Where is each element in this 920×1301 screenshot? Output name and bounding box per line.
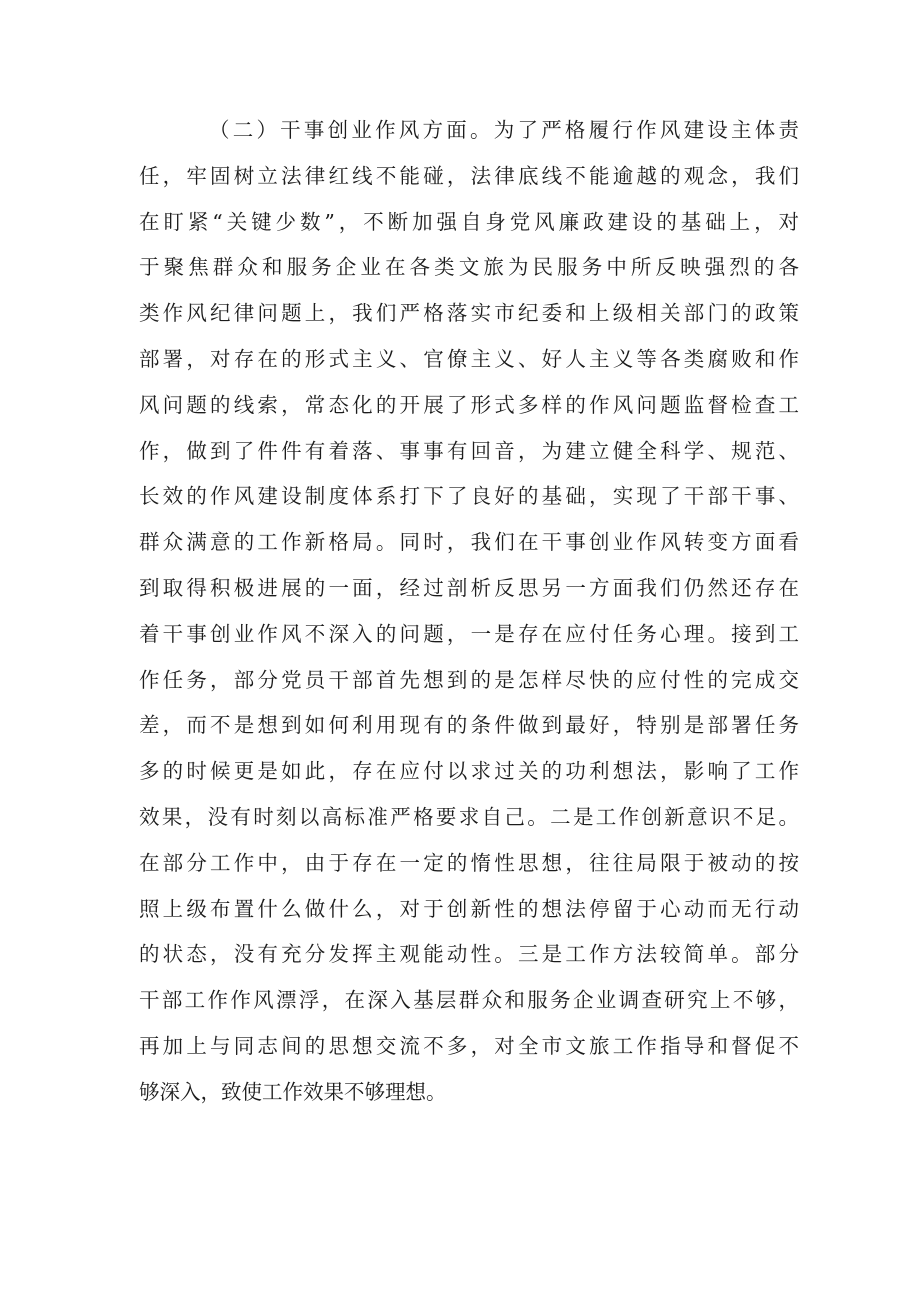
paragraph-line: 在部分工作中，由于存在一定的惰性思想，往往局限于被动的按 (139, 850, 799, 875)
paragraph-line: 照上级布置什么做什么，对于创新性的想法停留于心动而无行动 (139, 896, 799, 921)
paragraph-line: 长效的作风建设制度体系打下了良好的基础，实现了干部干事、 (139, 484, 799, 509)
paragraph-line: 到取得积极进展的一面，经过剖析反思另一方面我们仍然还存在 (139, 575, 799, 600)
paragraph-line: 的状态，没有充分发挥主观能动性。三是工作方法较简单。部分 (139, 942, 799, 967)
paragraph-line: 够深入，致使工作效果不够理想。 (139, 1079, 447, 1104)
paragraph-line: 在盯紧“关键少数”，不断加强自身党风廉政建设的基础上，对 (139, 209, 799, 234)
paragraph-line: 作任务，部分党员干部首先想到的是怎样尽快的应付性的完成交 (139, 667, 799, 692)
paragraph-line: 差，而不是想到如何利用现有的条件做到最好，特别是部署任务 (139, 713, 799, 738)
paragraph-line: 干部工作作风漂浮，在深入基层群众和服务企业调查研究上不够， (139, 988, 799, 1013)
paragraph-line: 风问题的线索，常态化的开展了形式多样的作风问题监督检查工 (139, 392, 799, 417)
paragraph-line: 部署，对存在的形式主义、官僚主义、好人主义等各类腐败和作 (139, 346, 799, 371)
paragraph-line: 类作风纪律问题上，我们严格落实市纪委和上级相关部门的政策 (139, 301, 799, 326)
paragraph-line: 再加上与同志间的思想交流不多，对全市文旅工作指导和督促不 (139, 1033, 799, 1058)
paragraph-line: 群众满意的工作新格局。同时，我们在干事创业作风转变方面看 (139, 530, 799, 555)
paragraph-line: 于聚焦群众和服务企业在各类文旅为民服务中所反映强烈的各 (139, 255, 799, 280)
paragraph-line: 着干事创业作风不深入的问题，一是存在应付任务心理。接到工 (139, 621, 799, 646)
paragraph-line: （二）干事创业作风方面。为了严格履行作风建设主体责 (209, 118, 799, 142)
paragraph-line: 多的时候更是如此，存在应付以求过关的功利想法，影响了工作 (139, 759, 799, 784)
paragraph-line: 效果，没有时刻以高标准严格要求自己。二是工作创新意识不足。 (139, 804, 799, 829)
body-paragraph (139, 108, 799, 1116)
paragraph-line: 作，做到了件件有着落、事事有回音，为建立健全科学、规范、 (139, 438, 799, 463)
paragraph-line: 任，牢固树立法律红线不能碰，法律底线不能逾越的观念，我们 (139, 163, 799, 188)
